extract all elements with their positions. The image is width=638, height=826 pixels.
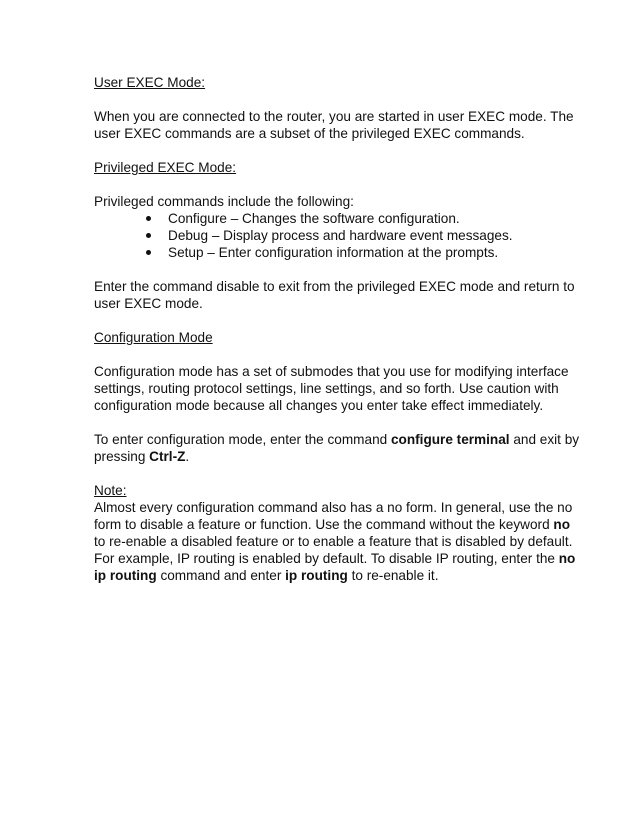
configuration-press-line xyxy=(94,448,564,465)
document-page xyxy=(94,74,580,584)
note-line-5-text: command and enter xyxy=(156,568,286,583)
ctrl-z-key: Ctrl-Z xyxy=(149,449,186,464)
list-item-text: Configure – Changes the software configuration. xyxy=(168,211,460,226)
note-line-4-text: For example, IP routing is enabled by default. To disable IP routing, enter the xyxy=(94,551,559,566)
list-item xyxy=(94,244,564,261)
note-line-5 xyxy=(94,567,564,584)
configuration-text-line-2: settings, routing protocol settings, line settings, and so forth. Use caution with xyxy=(94,381,559,396)
configuration-text-line-1: Configuration mode has a set of submodes that you use for modifying interface xyxy=(94,364,569,379)
configuration-mode-heading: Configuration Mode xyxy=(94,330,213,345)
ip-routing-command: ip routing xyxy=(94,568,157,583)
bullet-icon xyxy=(146,250,151,255)
note-line-4 xyxy=(94,550,576,567)
note-line-1: Almost every configuration command also has a no form. In general, use the no xyxy=(94,500,573,515)
configuration-text-line-3: configuration mode because all changes you enter take effect immediately. xyxy=(94,398,544,413)
enter-text-end: and exit by xyxy=(509,432,580,447)
list-item-text: Setup – Enter configuration information at the prompts. xyxy=(168,245,499,260)
ip-routing-command: ip routing xyxy=(285,568,348,583)
privileged-exit-line-2: user EXEC mode. xyxy=(94,296,203,311)
bullet-icon xyxy=(146,216,151,221)
no-keyword: no xyxy=(553,517,571,532)
privileged-intro: Privileged commands include the following: xyxy=(94,194,354,209)
press-text: pressing xyxy=(94,449,150,464)
enter-text: To enter configuration mode, enter the command xyxy=(94,432,391,447)
privileged-exit-line-1: Enter the command disable to exit from the privileged EXEC mode and return to xyxy=(94,279,575,294)
configure-terminal-command: configure terminal xyxy=(390,432,510,447)
no-keyword: no xyxy=(558,551,576,566)
press-text-end: . xyxy=(185,449,190,464)
privileged-command-list xyxy=(94,210,564,261)
note-line-5-end: to re-enable it. xyxy=(347,568,439,583)
list-item-text: Debug – Display process and hardware event messages. xyxy=(168,228,513,243)
note-line-2-text: form to disable a feature or function. Use the command without the keyword xyxy=(94,517,554,532)
note-line-3: to re-enable a disabled feature or to enable a feature that is disabled by default. xyxy=(94,534,573,549)
user-exec-text-line-1: When you are connected to the router, you are started in user EXEC mode. The xyxy=(94,109,574,124)
bullet-icon xyxy=(146,233,151,238)
privileged-exec-heading: Privileged EXEC Mode: xyxy=(94,160,237,175)
list-item xyxy=(94,210,564,227)
note-heading: Note: xyxy=(94,483,127,498)
configuration-enter-line xyxy=(94,431,580,448)
user-exec-text-line-2: user EXEC commands are a subset of the privileged EXEC commands. xyxy=(94,126,525,141)
user-exec-heading: User EXEC Mode: xyxy=(94,75,206,90)
list-item xyxy=(94,227,564,244)
note-line-2 xyxy=(94,516,571,533)
